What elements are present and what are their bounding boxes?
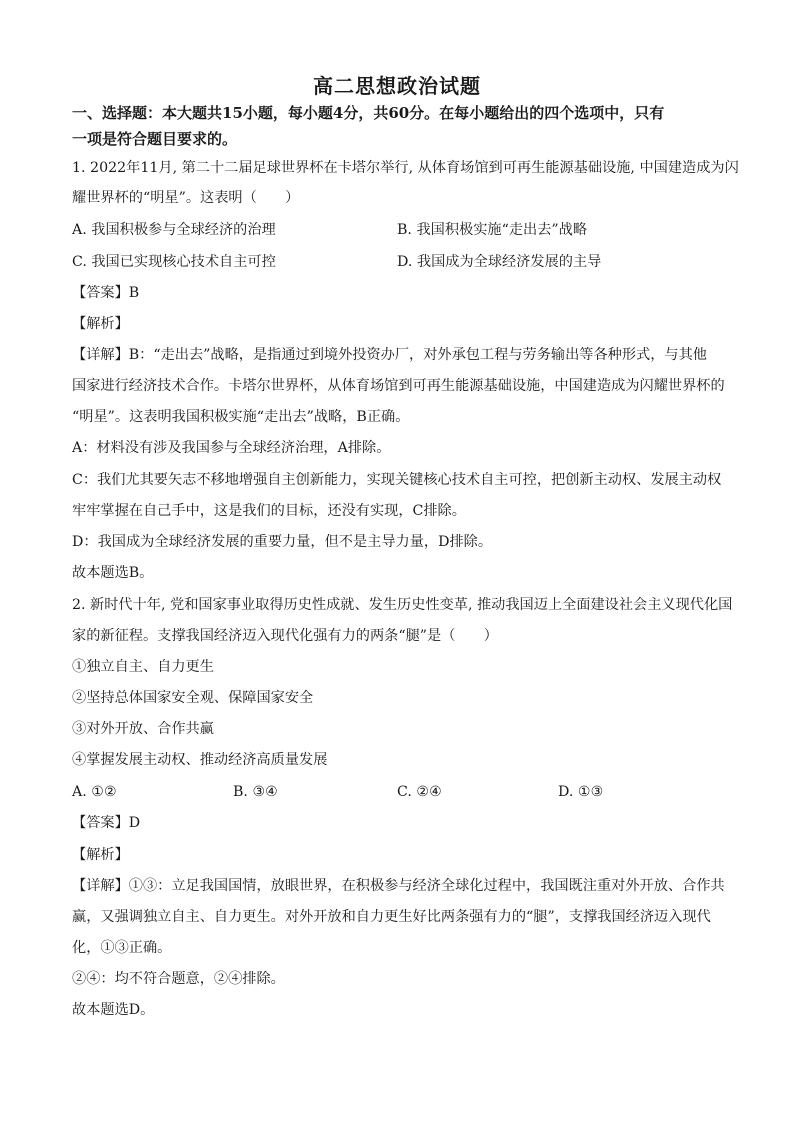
q1-analysis-tag: 【解析】 (72, 316, 129, 332)
q2-option-c: C. ②④ (397, 784, 442, 800)
q1-detail-line: 牢牢掌握在自己手中，这是我们的目标，还没有实现，C排除。 (72, 503, 466, 519)
q1-detail-line: C：我们尤其要矢志不移地增强自主创新能力，实现关键核心技术自主可控，把创新主动权、发展主动权 (72, 472, 722, 488)
q1-detail-line: D：我国成为全球经济发展的重要力量，但不是主导力量，D排除。 (72, 534, 493, 550)
q2-item: ①独立自主、自力更生 (72, 659, 214, 675)
q2-item: ②坚持总体国家安全观、保障国家安全 (72, 690, 314, 706)
q1-stem-line2: 耀世界杯的“明星”。这表明（ ） (72, 190, 300, 206)
q1-detail-line: 故本题选B。 (72, 565, 154, 581)
q1-option-d: D. 我国成为全球经济发展的主导 (397, 254, 602, 270)
q1-detail-line: 【详解】B：“走出去”战略，是指通过到境外投资办厂，对外承包工程与劳务输出等各种形式，与其他 (72, 347, 707, 363)
q2-analysis-tag: 【解析】 (72, 847, 129, 863)
q2-answer (72, 813, 732, 833)
q1-option-b: B. 我国积极实施“走出去”战略 (397, 222, 588, 238)
q1-detail-line: A：材料没有涉及我国参与全球经济治理，A排除。 (72, 440, 391, 456)
q2-detail-line: 【详解】①③：立足我国国情，放眼世界，在积极参与经济全球化过程中，我国既注重对外开放、合作共 (72, 878, 725, 894)
section-heading-line1: 一、选择题：本大题共15小题，每小题4分，共60分。在每小题给出的四个选项中，只有 (72, 104, 665, 122)
q2-option-a: A. ①② (72, 784, 117, 800)
q2-item: ④掌握发展主动权、推动经济高质量发展 (72, 752, 328, 768)
q1-detail-line: “明星”。这表明我国积极实施“走出去”战略，B正确。 (72, 409, 410, 425)
answer-value: B (128, 285, 140, 301)
q2-option-b: B. ③④ (233, 784, 278, 800)
q2-option-d: D. ①③ (558, 784, 604, 800)
q2-stem-line2: 家的新征程。支撑我国经济迈入现代化强有力的两条“腿”是（ ） (72, 628, 498, 644)
section-heading-line2: 一项是符合题目要求的。 (72, 130, 238, 148)
q1-detail-line: 国家进行经济技术合作。卡塔尔世界杯，从体育场馆到可再生能源基础设施，中国建造成为闪耀世界杯的 (72, 378, 725, 394)
answer-tag: 【答案】 (72, 285, 129, 301)
q2-detail-line: 故本题选D。 (72, 1002, 155, 1018)
answer-tag: 【答案】 (72, 815, 129, 831)
q2-detail-line: 赢，又强调独立自主、自力更生。对外开放和自力更生好比两条强有力的“腿”，支撑我国经济迈入现代 (72, 909, 711, 925)
q2-detail-line: ②④：均不符合题意，②④排除。 (72, 971, 285, 987)
q2-detail-line: 化，①③正确。 (72, 940, 172, 956)
q2-stem-line1: 2. 新时代十年, 党和国家事业取得历史性成就、发生历史性变革, 推动我国迈上全面建设社会主义现代化国 (72, 597, 733, 613)
q1-option-c: C. 我国已实现核心技术自主可控 (72, 254, 276, 270)
q2-item: ③对外开放、合作共赢 (72, 721, 214, 737)
q1-stem-line1: 1. 2022年11月, 第二十二届足球世界杯在卡塔尔举行, 从体育场馆到可再生能源基础设施, 中国建造成为闪 (72, 160, 739, 176)
q1-option-a: A. 我国积极参与全球经济的治理 (72, 222, 276, 238)
page-title: 高二思想政治试题 (313, 74, 481, 98)
answer-value: D (128, 815, 141, 831)
q1-answer (72, 283, 732, 303)
